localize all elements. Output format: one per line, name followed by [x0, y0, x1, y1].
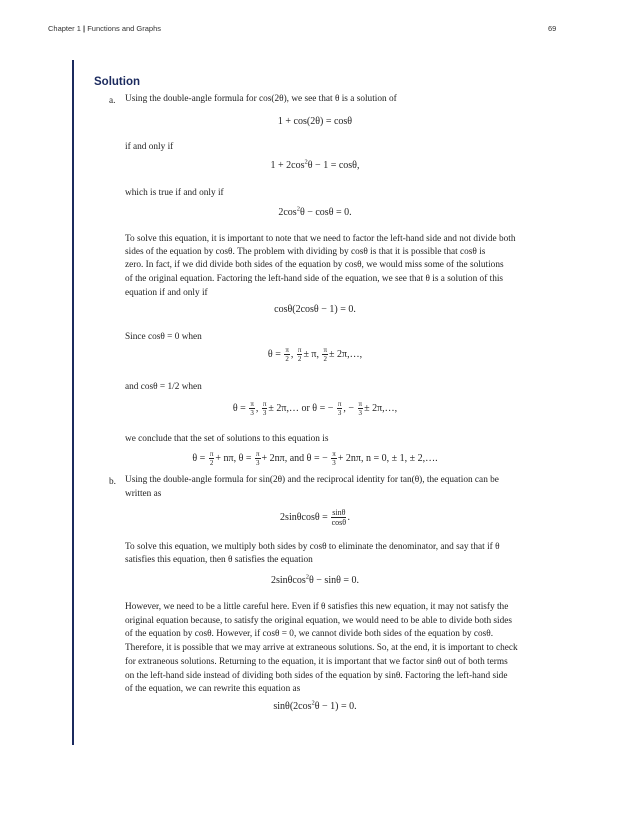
conclude-text: we conclude that the set of solutions to this equation is: [125, 434, 329, 444]
para-b1-line-1: To solve this equation, we multiply both sides by cosθ to eliminate the denominator, and say that if θ: [125, 542, 500, 552]
since-text: Since cosθ = 0 when: [125, 332, 202, 342]
part-b-intro-2: written as: [125, 489, 162, 499]
para-b1-line-2: satisfies this equation, then θ satisfies the equation: [125, 555, 313, 565]
equation-b3: $\sin\theta(2\cos^2\theta - 1) = 0$.: [273, 699, 357, 712]
para-a-line-4: of the original equation. Factoring the left-hand side of the equation, we see that θ is a solution of this: [125, 274, 504, 284]
equation-a4: cosθ(2cosθ − 1) = 0.: [274, 304, 356, 315]
equation-a5: θ = $\frac{\pi}{2}$ , $\frac{\pi}{2}$ ± π, $\frac{\pi}{2}$ ± 2π,…,: [267, 346, 363, 363]
equation-a2: $1 + 2\cos^2\theta - 1 = \cos\theta$,: [270, 158, 360, 171]
para-a-line-5: equation if and only if: [125, 288, 208, 298]
para-b2-line-2: original equation because, to satisfy the original equation, we would need to be able to divide both sides: [125, 616, 513, 626]
part-a-label: a.: [109, 96, 116, 106]
para-b2-line-7: of the equation, we can rewrite this equation as: [125, 684, 301, 694]
para-b2-line-5: for extraneous solutions. Returning to the equation, it is important that we factor sinθ out of both terms: [125, 657, 508, 667]
part-b-label: b.: [109, 477, 116, 487]
equation-a7: θ = $\frac{\pi}{2}$ + nπ, θ = $\frac{\pi}{3}$ + 2nπ, and θ = − $\frac{\pi}{3}$ + 2nπ, n = 0, ± 1, ± 2,….: [192, 450, 438, 467]
and-when-text: and cosθ = 1/2 when: [125, 382, 202, 392]
para-a-line-3: zero. In fact, if we did divide both sides of the equation by cosθ, we would miss some of the solutions: [125, 260, 504, 270]
equation-b2: 2sinθcos$^2$θ − sinθ = 0.: [270, 573, 360, 586]
para-a-line-1: To solve this equation, it is important to note that we need to factor the left-hand side and not divide both: [125, 234, 516, 244]
para-b2-line-3: of the equation by cosθ. However, if cosθ = 0, we cannot divide both sides of the equation by cosθ.: [125, 629, 494, 639]
iff-text-1: if and only if: [125, 142, 174, 152]
equation-a3: $2\cos^2\theta - \cos\theta = 0$.: [278, 205, 352, 218]
equation-a6: θ = $\frac{\pi}{3}$ , $\frac{\pi}{3}$ ± 2π,… or θ = − $\frac{\pi}{3}$ , − $\frac{\pi}{3}$ ± 2π,…,: [232, 400, 398, 417]
para-b2-line-1: However, we need to be a little careful here. Even if θ satisfies this new equation, it may not satisfy the: [125, 602, 509, 612]
equation-a1: 1 + cos(2θ) = cosθ: [277, 116, 353, 127]
part-a-intro: Using the double-angle formula for cos(2θ), we see that θ is a solution of: [125, 94, 397, 104]
iff-text-2: which is true if and only if: [125, 188, 224, 198]
part-b-intro: Using the double-angle formula for sin(2θ) and the reciprocal identity for tan(θ), the equation can be: [125, 475, 499, 485]
para-a-line-2: sides of the equation by cosθ. The problem with dividing by cosθ is that it is possible that cosθ is: [125, 247, 486, 257]
page-header-chapter: Chapter 1 | Functions and Graphs: [48, 24, 162, 33]
page-number: 69: [548, 24, 557, 33]
equation-b1: 2sinθcosθ = $\frac{\sin\theta}{\cos\theta}$ .: [280, 508, 350, 527]
para-b2-line-6: on the left-hand side instead of dividing both sides of the equation by sinθ. Factoring the left-hand side: [125, 671, 508, 681]
solution-heading: Solution: [94, 76, 140, 88]
para-b2-line-4: Therefore, it is possible that we may arrive at extraneous solutions. So, at the end, it is important to check: [125, 643, 518, 653]
